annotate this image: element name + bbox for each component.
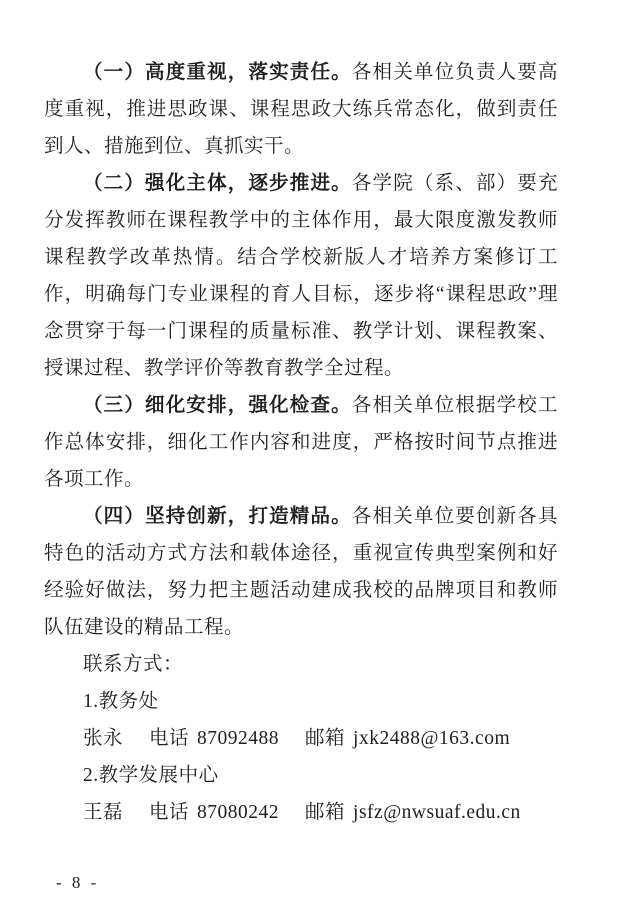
paragraph-4-lead: （四）坚持创新，打造精品。: [83, 506, 352, 527]
contact-2-phone-number: 87080242: [197, 802, 280, 823]
page-number: - 8 -: [56, 873, 100, 892]
paragraph-2: [44, 165, 558, 387]
paragraph-1: [44, 54, 558, 165]
contact-2-email-address: jsfz@nwsuaf.edu.cn: [353, 802, 521, 823]
paragraph-1-text: 各相关单位负责人要高度重视，推进思政课、课程思政大练兵常态化，做到责任到人、措施到位、真抓实干。: [44, 62, 558, 157]
contact-2-line: [44, 794, 558, 831]
contact-1-line: [44, 720, 558, 757]
paragraph-4: [44, 498, 558, 646]
contact-2-phone-label: 电话: [149, 802, 190, 823]
document-body: [44, 54, 558, 831]
paragraph-3-lead: （三）细化安排，强化检查。: [83, 395, 352, 416]
paragraph-4-text: 各相关单位要创新各具特色的活动方式方法和载体途径，重视宣传典型案例和好经验好做法，努力把主题活动建成我校的品牌项目和教师队伍建设的精品工程。: [44, 506, 558, 638]
contact-1-email-label: 邮箱: [305, 728, 346, 749]
paragraph-1-lead: （一）高度重视，落实责任。: [83, 62, 352, 83]
paragraph-3-text: 各相关单位根据学校工作总体安排，细化工作内容和进度，严格按时间节点推进各项工作。: [44, 395, 558, 490]
contact-1-name: 张永: [83, 728, 124, 749]
contact-2-email-label: 邮箱: [305, 802, 346, 823]
contact-1-phone-number: 87092488: [197, 728, 280, 749]
paragraph-2-lead: （二）强化主体，逐步推进。: [83, 173, 352, 194]
contact-1-email-address: jxk2488@163.com: [353, 728, 511, 749]
paragraph-3: [44, 387, 558, 498]
contact-2-name: 王磊: [83, 802, 124, 823]
paragraph-2-text: 各学院（系、部）要充分发挥教师在课程教学中的主体作用，最大限度激发教师课程教学改革热情。结合学校新版人才培养方案修订工作，明确每门专业课程的育人目标，逐步将“课程思政”理念贯穿于每一门课程的质量标准、教学计划、课程教案、授课过程、教学评价等教育教学全过程。: [44, 173, 558, 379]
contact-2-department: 2.教学发展中心: [83, 765, 219, 786]
contact-heading: 联系方式：: [83, 654, 184, 675]
contact-1-phone-label: 电话: [149, 728, 190, 749]
contact-1-department: 1.教务处: [83, 691, 159, 712]
